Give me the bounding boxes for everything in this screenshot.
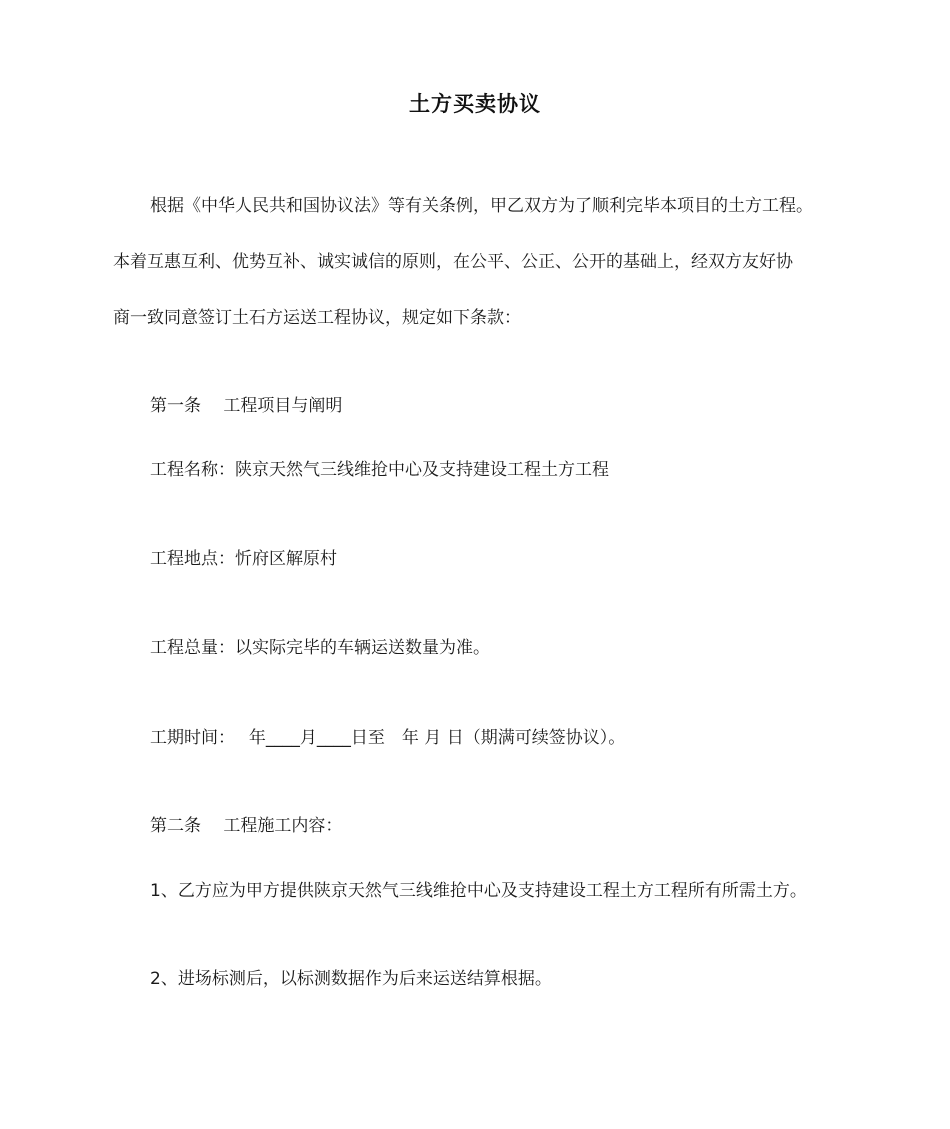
- article-2-item-2: 2、进场标测后，以标测数据作为后来运送结算根据。: [150, 969, 552, 989]
- project-location: 工程地点：忻府区解原村: [150, 549, 337, 569]
- project-name: 工程名称：陕京天然气三线维抢中心及支持建设工程土方工程: [150, 460, 609, 480]
- intro-line-2: 本着互惠互利、优势互补、诚实诚信的原则，在公平、公正、公开的基础上，经双方友好协: [113, 252, 793, 272]
- document-title: 土方买卖协议: [409, 92, 541, 116]
- article-2-item-1: 1、乙方应为甲方提供陕京天然气三线维抢中心及支持建设工程土方工程所有所需土方。: [150, 881, 807, 901]
- article-2-heading: 第二条 工程施工内容：: [150, 816, 343, 836]
- project-total: 工程总量：以实际完毕的车辆运送数量为准。: [150, 638, 490, 658]
- intro-line-3: 商一致同意签订土石方运送工程协议，规定如下条款：: [113, 308, 521, 328]
- intro-line-1: 根据《中华人民共和国协议法》等有关条例，甲乙双方为了顺利完毕本项目的土方工程。: [150, 196, 813, 216]
- project-period: 工期时间： 年____月____日至 年 月 日（期满可续签协议）。: [150, 728, 626, 748]
- article-1-heading: 第一条 工程项目与阐明: [150, 396, 343, 416]
